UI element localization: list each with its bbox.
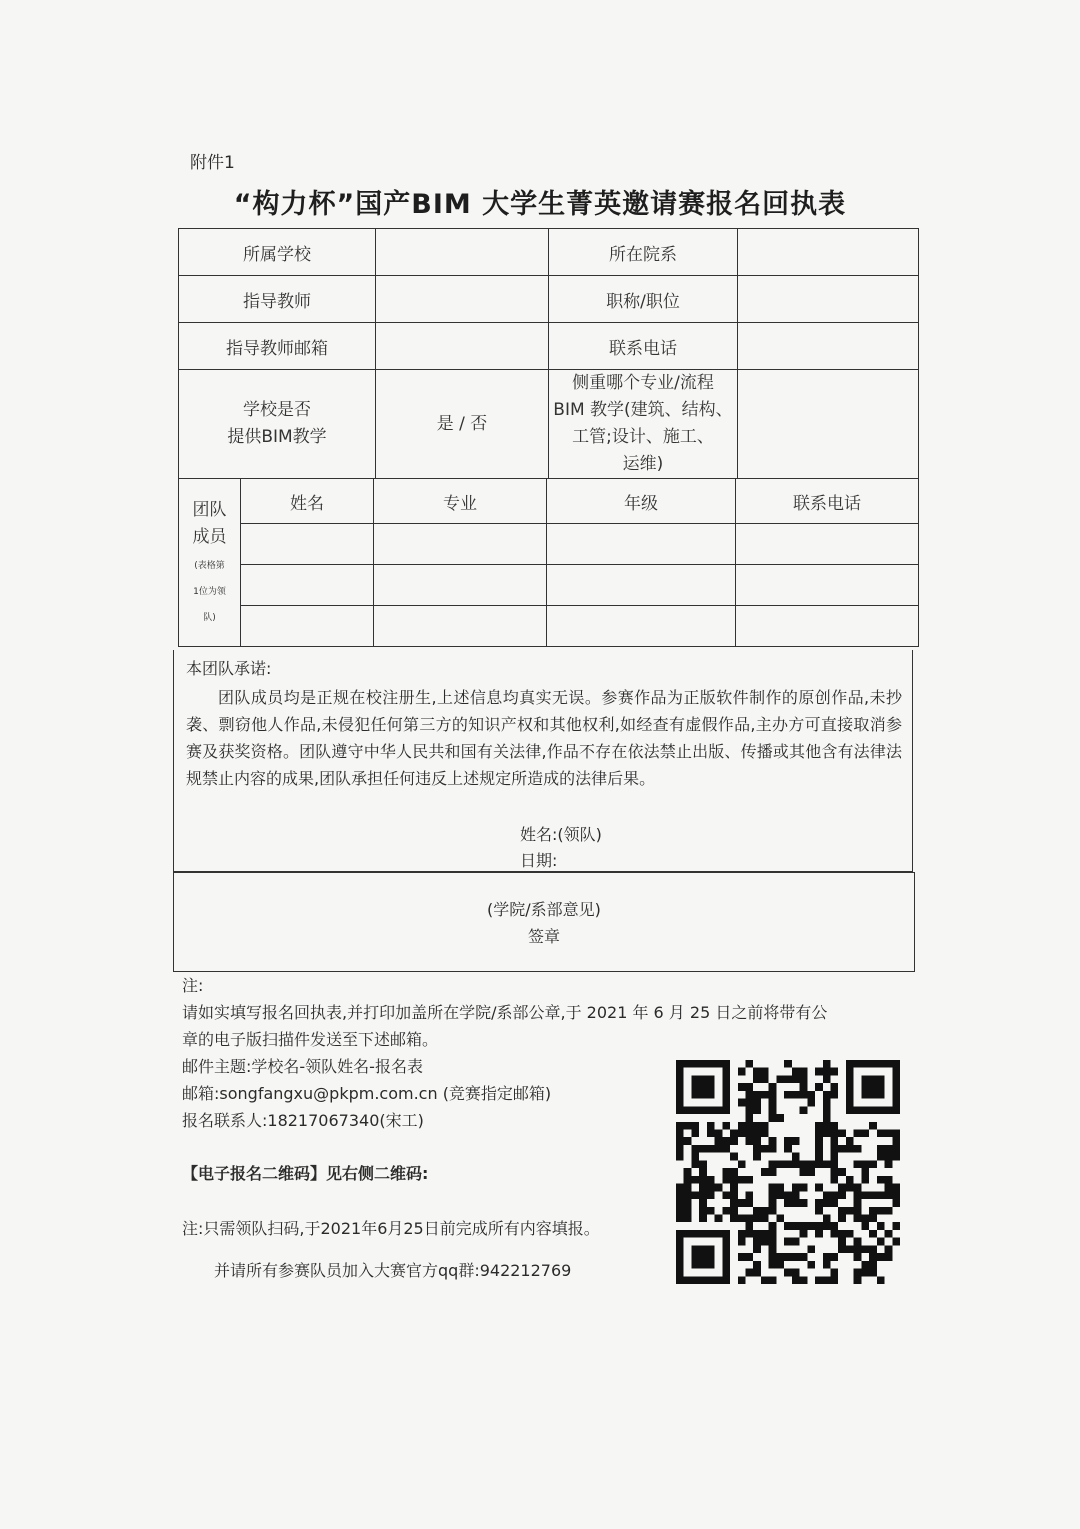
table-row bbox=[179, 565, 919, 606]
table-row bbox=[179, 524, 919, 565]
focus-label-line3: 工管;设计、施工、 bbox=[572, 427, 714, 447]
yes-no-choice[interactable]: 是 / 否 bbox=[376, 370, 549, 479]
footnote-scan: 注:只需领队扫码,于2021年6月25日前完成所有内容填报。 bbox=[182, 1219, 600, 1238]
department-opinion-box bbox=[173, 872, 915, 972]
member-grade-field[interactable] bbox=[547, 606, 736, 647]
team-table bbox=[178, 478, 919, 647]
notes-line: 请如实填写报名回执表,并打印加盖所在学院/系部公章,于 2021 年 6 月 25 日之前将带有公 bbox=[182, 1003, 828, 1022]
col-header-major: 专业 bbox=[374, 479, 547, 524]
commitment-box bbox=[173, 650, 913, 872]
focus-label bbox=[549, 370, 738, 479]
school-label: 所属学校 bbox=[179, 229, 376, 276]
member-major-field[interactable] bbox=[374, 606, 547, 647]
member-grade-field[interactable] bbox=[547, 524, 736, 565]
member-phone-field[interactable] bbox=[736, 606, 919, 647]
table-row bbox=[179, 370, 919, 479]
bim-teaching-label bbox=[179, 370, 376, 479]
col-header-phone: 联系电话 bbox=[736, 479, 919, 524]
team-note-line2: 1位为领 bbox=[193, 586, 226, 597]
department-label: 所在院系 bbox=[549, 229, 738, 276]
commitment-text: 团队成员均是正规在校注册生,上述信息均真实无误。参赛作品为正版软件制作的原创作品,未抄袭、剽窃他人作品,未侵犯任何第三方的知识产权和其他权利,如经查有虚假作品,主办方可直接取消参赛及获奖资格。团队遵守中华人民共和国有关法律,作品不存在依法禁止出版、传播或其他含有法律法规禁止内容的成果,团队承担任何违反上述规定所造成的法律后果。 bbox=[186, 688, 902, 788]
focus-label-line2: BIM 教学(建筑、结构、 bbox=[553, 400, 733, 420]
teacher-email-label: 指导教师邮箱 bbox=[179, 323, 376, 370]
col-header-name: 姓名 bbox=[241, 479, 374, 524]
table-row bbox=[179, 479, 919, 524]
member-major-field[interactable] bbox=[374, 524, 547, 565]
phone-field[interactable] bbox=[738, 323, 919, 370]
focus-label-line1: 侧重哪个专业/流程 bbox=[572, 373, 714, 393]
teacher-field[interactable] bbox=[376, 276, 549, 323]
team-label-line2: 成员 bbox=[192, 526, 227, 547]
footnote-qq-group: 并请所有参赛队员加入大赛官方qq群:942212769 bbox=[214, 1261, 572, 1280]
school-field[interactable] bbox=[376, 229, 549, 276]
email-address-line: 邮箱:songfangxu@pkpm.com.cn (竞赛指定邮箱) bbox=[182, 1084, 552, 1103]
phone-label: 联系电话 bbox=[549, 323, 738, 370]
teacher-email-field[interactable] bbox=[376, 323, 549, 370]
col-header-grade: 年级 bbox=[547, 479, 736, 524]
table-row bbox=[179, 323, 919, 370]
department-field[interactable] bbox=[738, 229, 919, 276]
team-note-line1: (表格第 bbox=[194, 560, 225, 571]
bim-teaching-label-line2: 提供BIM教学 bbox=[227, 427, 327, 447]
commitment-heading: 本团队承诺: bbox=[186, 659, 272, 678]
member-major-field[interactable] bbox=[374, 565, 547, 606]
bim-teaching-label-line1: 学校是否 bbox=[243, 400, 311, 420]
contact-line: 报名联系人:18217067340(宋工) bbox=[182, 1111, 424, 1130]
form-title: “构力杯”国产BIM 大学生菁英邀请赛报名回执表 bbox=[233, 189, 847, 220]
email-subject-line: 邮件主题:学校名-领队姓名-报名表 bbox=[182, 1057, 423, 1076]
notes-heading: 注: bbox=[182, 976, 204, 995]
focus-label-line4: 运维) bbox=[622, 454, 664, 474]
qr-heading: 【电子报名二维码】见右侧二维码: bbox=[182, 1164, 429, 1183]
rank-field[interactable] bbox=[738, 276, 919, 323]
focus-field[interactable] bbox=[738, 370, 919, 479]
member-phone-field[interactable] bbox=[736, 565, 919, 606]
table-row bbox=[179, 276, 919, 323]
qr-code-icon[interactable] bbox=[676, 1060, 900, 1284]
opinion-label: (学院/系部意见) bbox=[487, 900, 601, 919]
team-members-label bbox=[179, 479, 241, 647]
rank-label: 职称/职位 bbox=[549, 276, 738, 323]
table-row bbox=[179, 229, 919, 276]
table-row bbox=[179, 606, 919, 647]
sign-name-label: 姓名:(领队) bbox=[520, 825, 602, 844]
member-name-field[interactable] bbox=[241, 524, 374, 565]
registration-table bbox=[178, 228, 919, 479]
attachment-label: 附件1 bbox=[190, 153, 235, 173]
team-label-line1: 团队 bbox=[192, 499, 227, 520]
teacher-label: 指导教师 bbox=[179, 276, 376, 323]
member-name-field[interactable] bbox=[241, 565, 374, 606]
notes-line: 章的电子版扫描件发送至下述邮箱。 bbox=[182, 1030, 439, 1049]
team-note-line3: 队) bbox=[203, 612, 216, 623]
sign-date-label: 日期: bbox=[520, 851, 558, 870]
member-phone-field[interactable] bbox=[736, 524, 919, 565]
member-name-field[interactable] bbox=[241, 606, 374, 647]
member-grade-field[interactable] bbox=[547, 565, 736, 606]
seal-label: 签章 bbox=[527, 927, 560, 946]
